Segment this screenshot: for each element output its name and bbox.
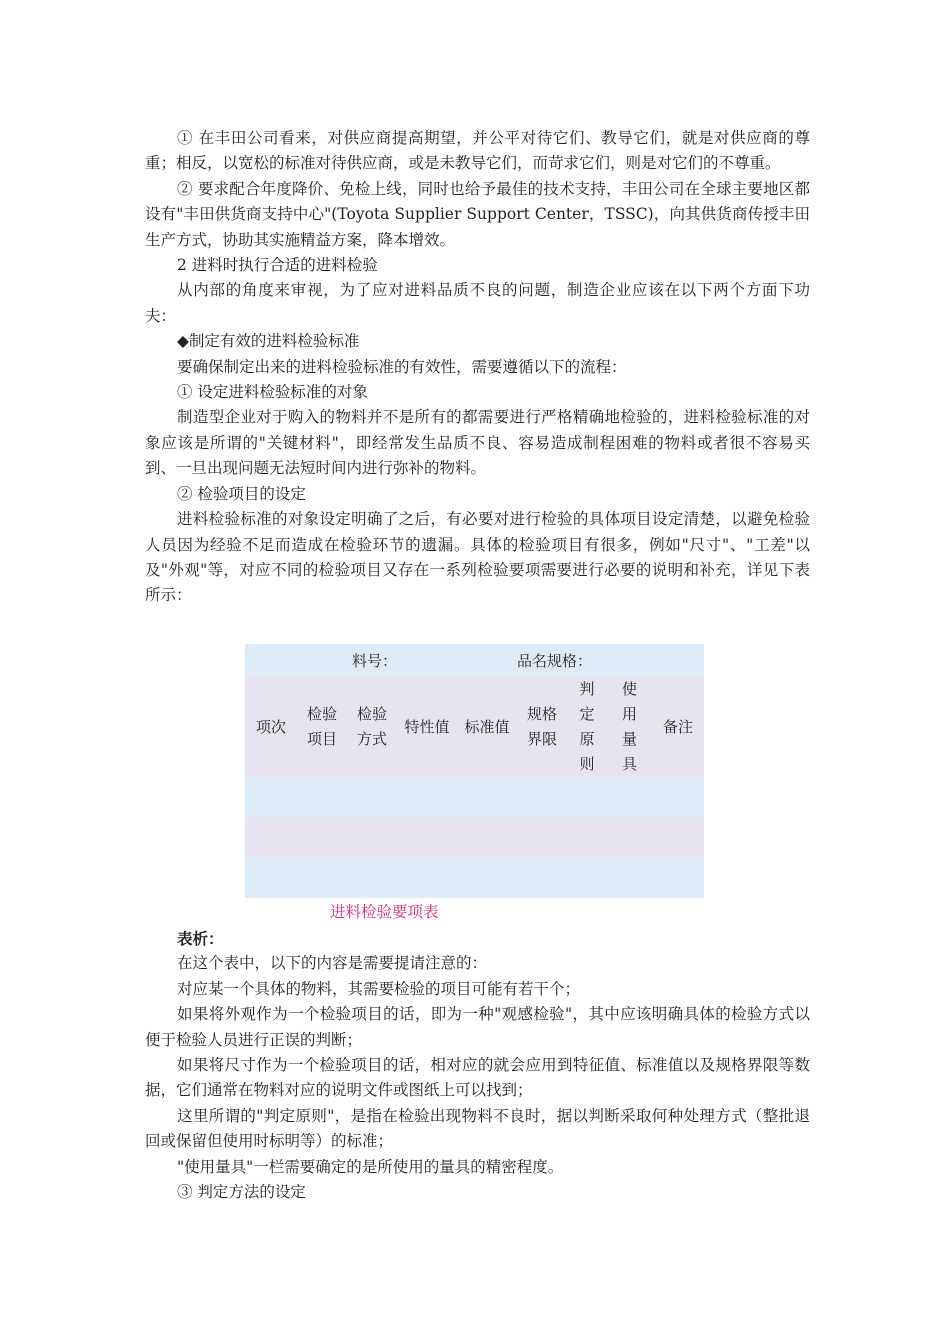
body-text-bottom xyxy=(145,926,810,1205)
col-characteristic: 特性值 xyxy=(397,676,457,778)
paragraph: 如果将尺寸作为一个检验项目的话，相对应的就会应用到特征值、标准值以及规格界限等数据，它们通常在物料对应的说明文件或图纸上可以找到； xyxy=(145,1056,810,1100)
paragraph: ② 要求配合年度降价、免检上线，同时也给予最佳的技术支持，丰田公司在全球主要地区都设有"丰田供货商支持中心"(Toyota Supplier Support Center，TSSC)，向其供货商传授丰田生产方式，协助其实施精益方案，降本增效。 xyxy=(145,179,810,249)
paragraph: 从内部的角度来审视，为了应对进料品质不良的问题，制造企业应该在以下两个方面下功夫： xyxy=(145,281,810,325)
paragraph: 这里所谓的"判定原则"，是指在检验出现物料不良时，据以判断采取何种处理方式（整批退回或保留但使用时标明等）的标准； xyxy=(145,1106,810,1151)
sub-heading: ③ 判定方法的设定 xyxy=(177,1183,306,1202)
body-text-top xyxy=(145,126,810,609)
col-gauge: 使用量具 xyxy=(621,680,637,773)
paragraph: ① 在丰田公司看来，对供应商提高期望，并公平对待它们、教导它们，就是对供应商的尊重；相反，以宽松的标准对待供应商，或是未教导它们，而苛求它们，则是对它们的不尊重。 xyxy=(145,129,810,173)
inspection-table xyxy=(245,644,704,898)
table-row xyxy=(245,858,704,898)
section-heading: 2 进料时执行合适的进料检验 xyxy=(177,256,378,275)
paragraph: 如果将外观作为一个检验项目的话，即为一种"观感检验"，其中应该明确具体的检验方式以便于检验人员进行正误的判断； xyxy=(145,1005,810,1049)
paragraph: 对应某一个具体的物料，其需要检验的项目可能有若干个； xyxy=(177,979,581,998)
paragraph: 在这个表中，以下的内容是需要提请注意的： xyxy=(177,954,488,973)
sub-heading: ① 设定进料检验标准的对象 xyxy=(177,383,368,402)
col-remarks: 备注 xyxy=(652,676,704,778)
spec-label: 品名规格： xyxy=(517,644,652,676)
table-caption: 进料检验要项表 xyxy=(330,903,439,921)
table-row xyxy=(245,818,704,858)
table-columns-row xyxy=(245,676,704,778)
col-judgment: 判定原则 xyxy=(579,680,595,773)
table-row xyxy=(245,778,704,818)
col-inspection-item: 检验项目 xyxy=(306,705,337,748)
sub-heading: ② 检验项目的设定 xyxy=(177,484,306,503)
table-header-row xyxy=(245,644,704,676)
paragraph: 进料检验标准的对象设定明确了之后，有必要对进行检验的具体项目设定清楚，以避免检验人员因为经验不足而造成在检验环节的遗漏。具体的检验项目有很多，例如"尺寸"、"工差"以及"外观"等，对应不同的检验项目又存在一系列检验要项需要进行必要的说明和补充，详见下表所示： xyxy=(145,510,810,605)
col-item-no: 项次 xyxy=(245,676,297,778)
paragraph: 制造型企业对于购入的物料并不是所有的都需要进行严格精确地检验的，进料检验标准的对象应该是所谓的"关键材料"，即经常发生品质不良、容易造成制程困难的物料或者很不容易买到、一旦出现问题无法短时间内进行弥补的物料。 xyxy=(145,408,810,478)
paragraph: 要确保制定出来的进料检验标准的有效性，需要遵循以下的流程： xyxy=(177,357,627,376)
col-standard: 标准值 xyxy=(457,676,517,778)
analysis-heading: 表析： xyxy=(177,929,224,948)
col-inspection-method: 检验方式 xyxy=(356,705,387,748)
paragraph: "使用量具"一栏需要确定的是所使用的量具的精密程度。 xyxy=(177,1157,564,1176)
bullet-heading: ◆制定有效的进料检验标准 xyxy=(177,332,360,351)
col-spec-limit: 规格界限 xyxy=(526,705,557,748)
part-no-label: 料号： xyxy=(245,644,397,676)
